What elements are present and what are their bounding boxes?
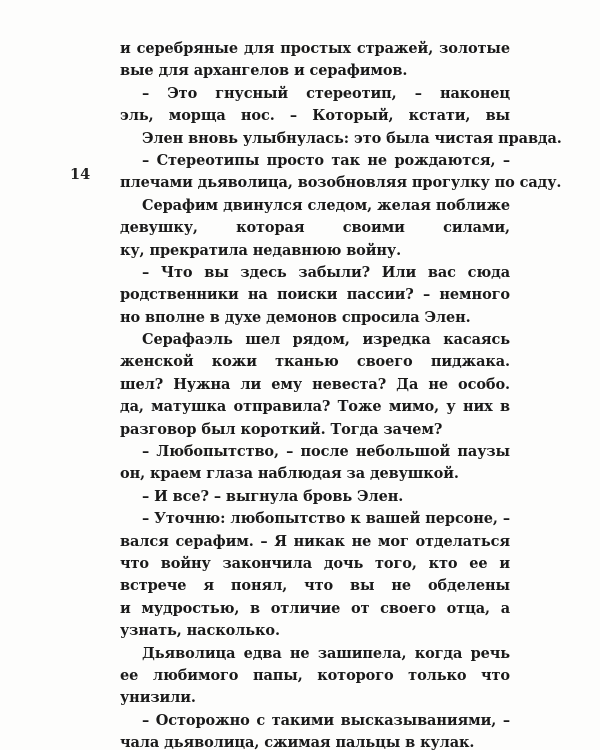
text-line: – Уточню: любопытство к вашей персоне, – bbox=[142, 510, 510, 528]
text-line: эль, морща нос. – Который, кстати, вы bbox=[120, 107, 510, 125]
text-line: разговор был короткий. Тогда зачем? bbox=[120, 420, 443, 438]
text-line: вался серафим. – Я никак не мог отделаться bbox=[120, 532, 510, 550]
text-line: – Это гнусный стереотип, – наконец bbox=[142, 84, 510, 102]
text-line: но вполне в духе демонов спросила Элен. bbox=[120, 308, 471, 326]
text-line: плечами дьяволица, возобновляя прогулку по саду. bbox=[120, 174, 562, 192]
text-line: – Осторожно с такими высказываниями, – bbox=[142, 711, 510, 729]
text-line: Серафаэль шел рядом, изредка касаясь bbox=[142, 331, 510, 349]
text-line: унизили. bbox=[120, 689, 196, 707]
text-line: узнать, насколько. bbox=[120, 622, 280, 640]
text-line: Серафим двинулся следом, желая поближе bbox=[142, 196, 510, 214]
text-line: и серебряные для простых стражей, золотые bbox=[120, 40, 510, 57]
text-line: – Что вы здесь забыли? Или вас сюда bbox=[142, 263, 510, 281]
text-line: да, матушка отправила? Тоже мимо, у них в bbox=[120, 398, 510, 416]
text-line: – Любопытство, – после небольшой паузы bbox=[142, 443, 510, 461]
text-line: – Стереотипы просто так не рождаются, – bbox=[142, 151, 510, 169]
text-line: девушку, которая своими силами, bbox=[120, 219, 510, 237]
text-line: он, краем глаза наблюдая за девушкой. bbox=[120, 465, 459, 483]
text-line: что войну закончила дочь того, кто ее и bbox=[120, 554, 510, 572]
text-line: родственники на поиски пассии? – немного bbox=[120, 286, 510, 304]
text-line: шел? Нужна ли ему невеста? Да не особо. bbox=[120, 375, 510, 393]
text-line: ку, прекратила недавнюю войну. bbox=[120, 241, 402, 259]
text-line: вые для архангелов и серафимов. bbox=[120, 62, 408, 80]
text-line: и мудростью, в отличие от своего отца, а bbox=[120, 599, 510, 617]
text-line: чала дьяволица, сжимая пальцы в кулак. bbox=[120, 734, 475, 752]
page-number: 14 bbox=[70, 166, 91, 183]
text-line: – И все? – выгнула бровь Элен. bbox=[142, 487, 404, 505]
text-line: женской кожи тканью своего пиджака. bbox=[120, 353, 510, 371]
text-line: встрече я понял, что вы не обделены bbox=[120, 577, 510, 595]
text-line: Элен вновь улыбнулась: это была чистая правда. bbox=[142, 129, 562, 147]
text-line: ее любимого папы, которого только что bbox=[120, 666, 510, 684]
body-text bbox=[120, 38, 562, 755]
text-line: Дьяволица едва не зашипела, когда речь bbox=[142, 644, 510, 662]
